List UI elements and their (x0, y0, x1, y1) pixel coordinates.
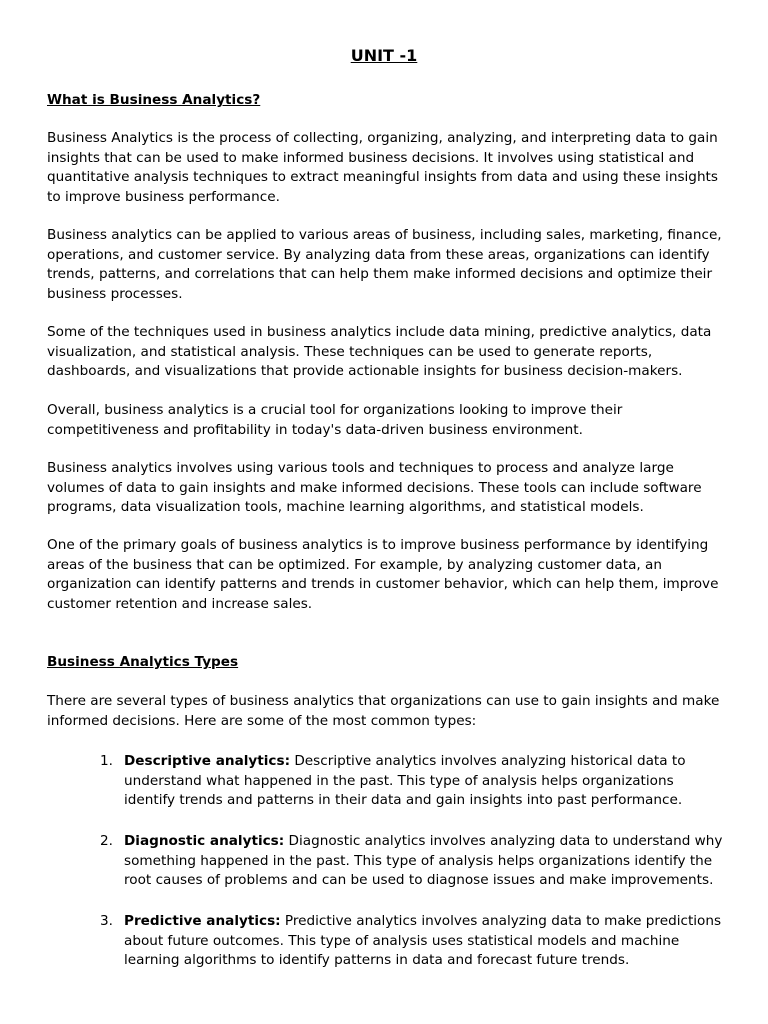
list-term: Diagnostic analytics: (124, 833, 285, 849)
types-intro-paragraph: There are several types of business analytics that organizations can use to gain insights and make informed decisions. Here are some of the most common types: (47, 693, 720, 729)
list-text: Diagnostic analytics involves analyzing data to understand why something happened in the past. This type of analysis helps organizations identify the root causes of problems and can be used to diagnose issues and make improvements. (124, 833, 723, 888)
list-item-predictive-analytics (100, 912, 724, 971)
paragraph-5: Business analytics involves using various tools and techniques to process and analyze large volumes of data to gain insights and make informed decisions. These tools can include software programs, data visualization tools, machine learning algorithms, and statistical models. (47, 460, 702, 515)
list-term: Predictive analytics: (124, 913, 281, 929)
list-number: 2. (100, 833, 113, 849)
paragraph-2: Business analytics can be applied to various areas of business, including sales, marketing, finance, operations, and customer service. By analyzing data from these areas, organizations can identify trends, patterns, and correlations that can help them make informed decisions and optimize their business processes. (47, 227, 722, 302)
list-number: 3. (100, 913, 113, 929)
list-text: Descriptive analytics involves analyzing historical data to understand what happened in the past. This type of analysis helps organizations identify trends and patterns in their data and gain insights into past performance. (124, 753, 686, 808)
paragraph-3: Some of the techniques used in business analytics include data mining, predictive analytics, data visualization, and statistical analysis. These techniques can be used to generate reports, dashboards, and visualizations that provide actionable insights for business decision-makers. (47, 324, 712, 379)
list-item-diagnostic-analytics (100, 832, 724, 891)
paragraph-1: Business Analytics is the process of collecting, organizing, analyzing, and interpreting data to gain insights that can be used to make informed business decisions. It involves using statistical and quantitative analysis techniques to extract meaningful insights from data and using these insights to improve business performance. (47, 130, 718, 205)
section-heading-what-is-business-analytics: What is Business Analytics? (47, 92, 261, 108)
page-title: UNIT -1 (350, 46, 418, 65)
section-heading-business-analytics-types: Business Analytics Types (47, 654, 239, 670)
list-item-descriptive-analytics (100, 752, 724, 811)
list-number: 1. (100, 753, 113, 769)
list-term: Descriptive analytics: (124, 753, 291, 769)
list-text: Predictive analytics involves analyzing data to make predictions about future outcomes. This type of analysis uses statistical models and machine learning algorithms to identify patterns in data and forecast future trends. (124, 913, 722, 968)
paragraph-6: One of the primary goals of business analytics is to improve business performance by identifying areas of the business that can be optimized. For example, by analyzing customer data, an organization can identify patterns and trends in customer behavior, which can help them, improve customer retention and increase sales. (47, 537, 719, 612)
paragraph-4: Overall, business analytics is a crucial tool for organizations looking to improve their competitiveness and profitability in today's data-driven business environment. (47, 402, 623, 438)
